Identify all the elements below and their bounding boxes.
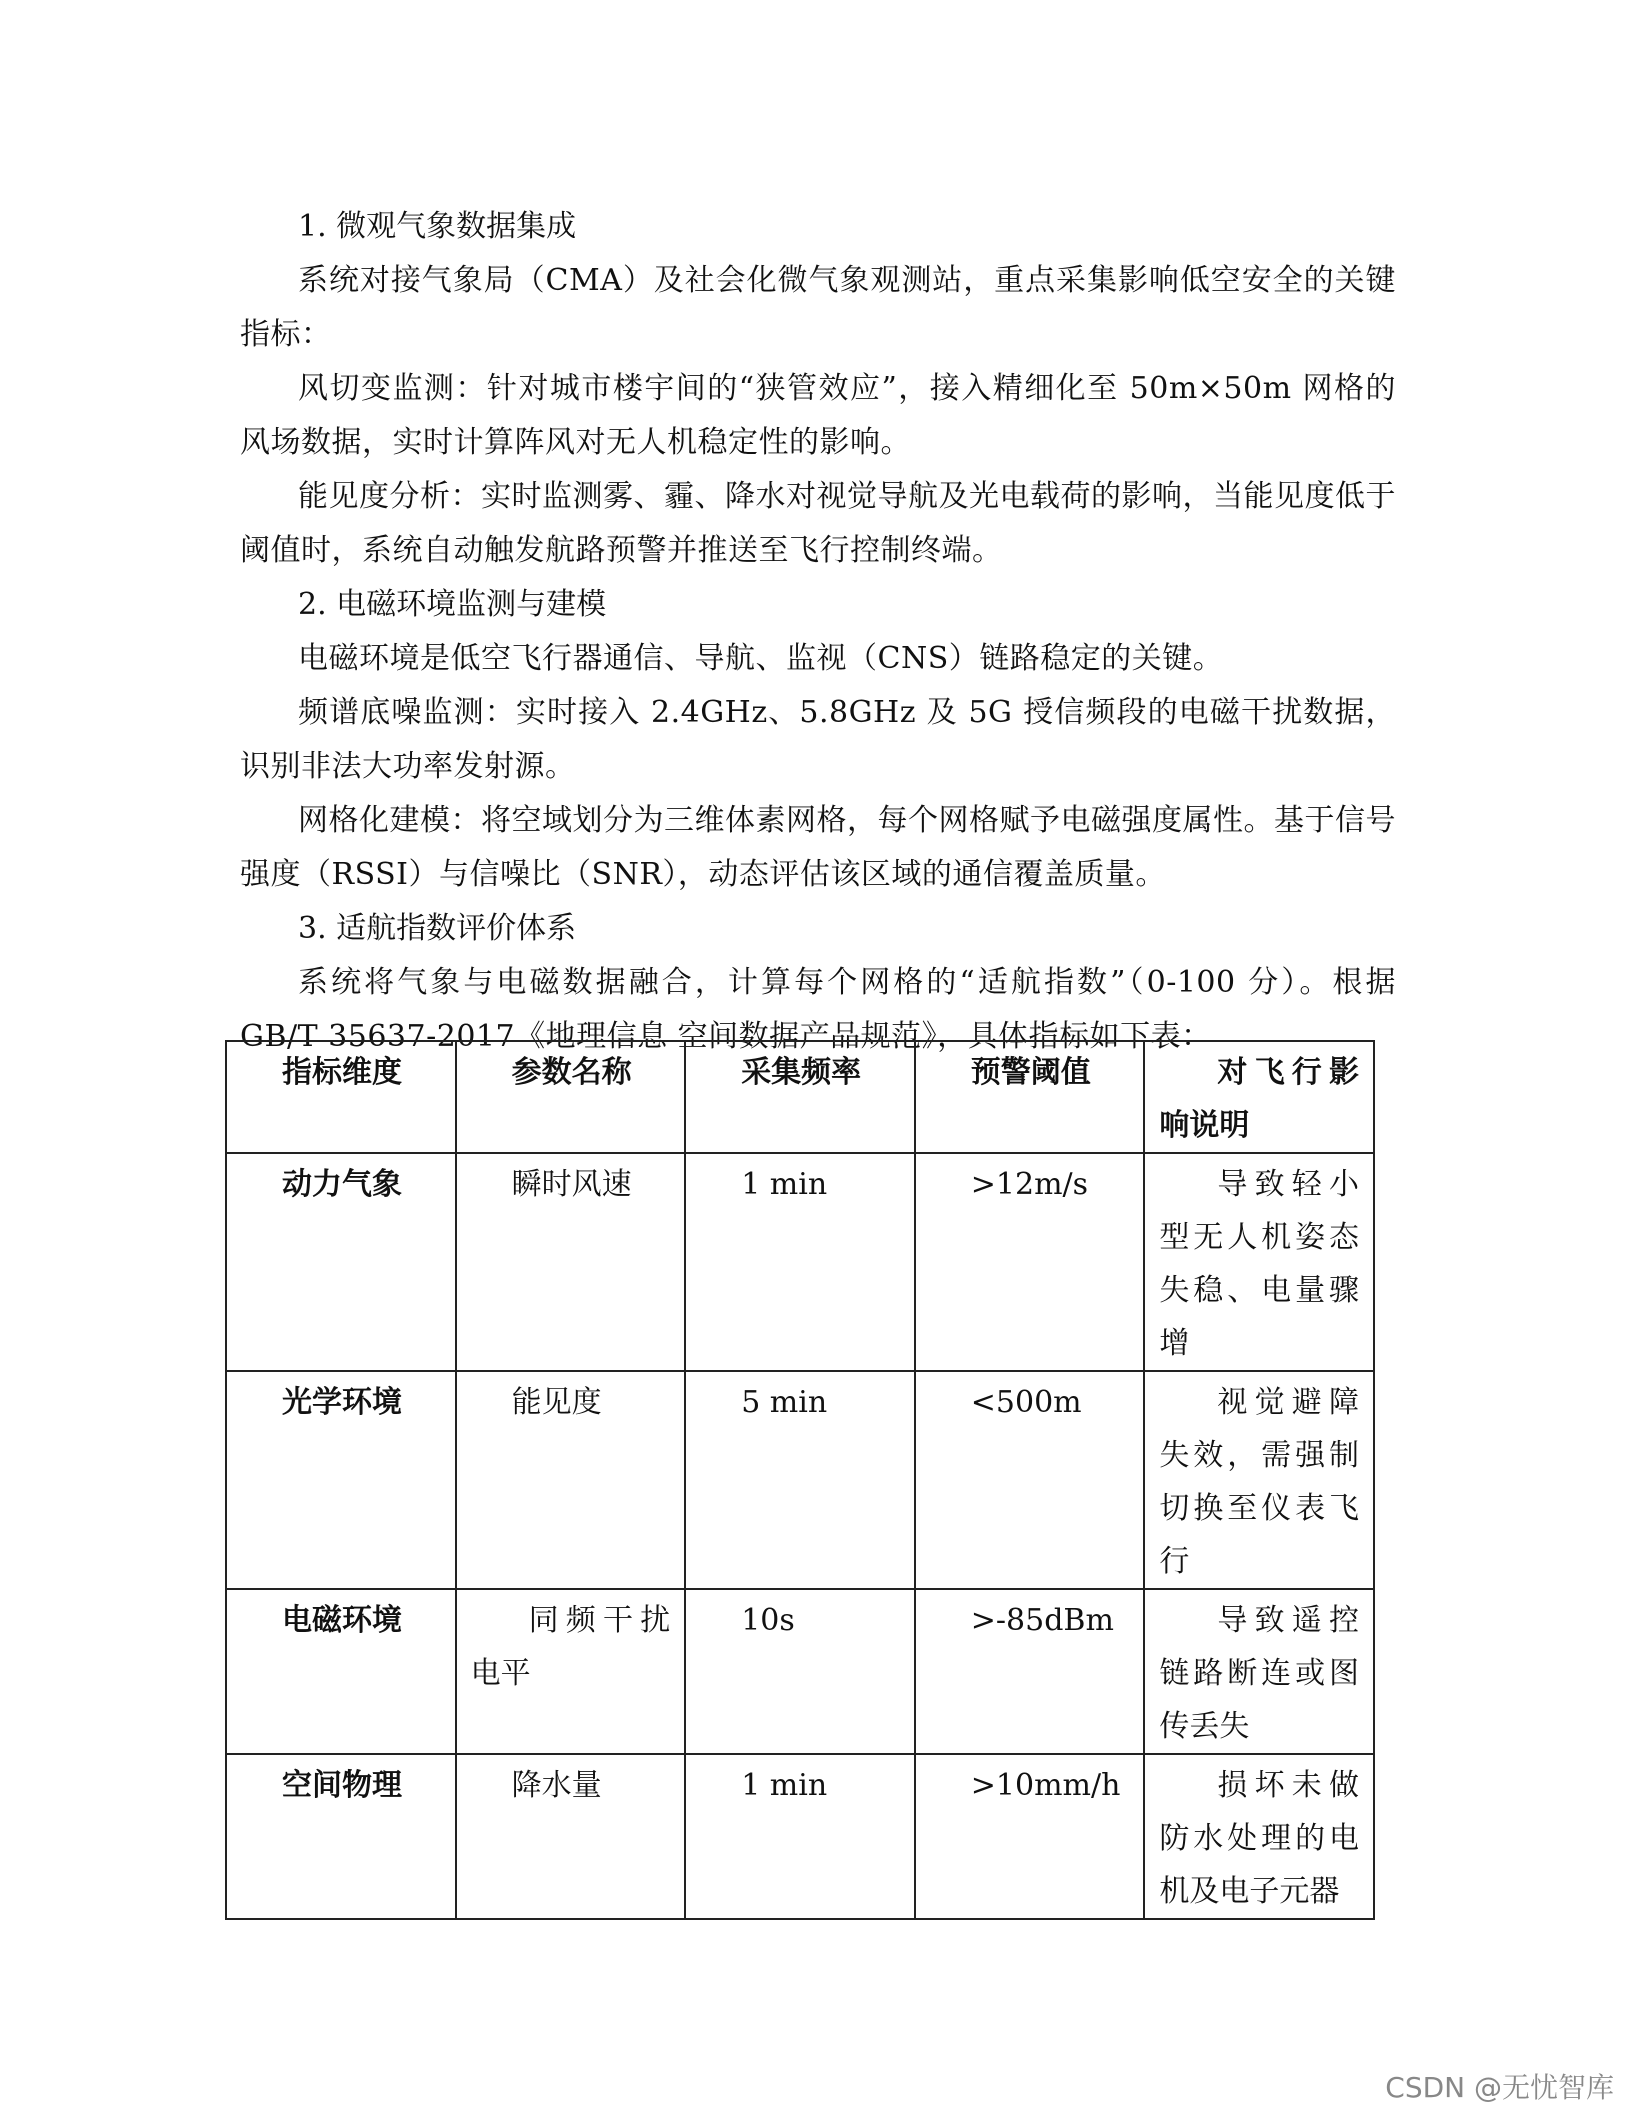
cell-dimension: 空间物理 — [226, 1754, 456, 1919]
section-heading-3: 3. 适航指数评价体系 — [298, 911, 577, 946]
table-row — [226, 1371, 1374, 1589]
table-row — [226, 1153, 1374, 1371]
cell-impact: 损坏未做防水处理的电机及电子元器 — [1144, 1754, 1374, 1919]
paragraph-2: 风切变监测：针对城市楼宇间的“狭管效应”，接入精细化至 50m×50m 网格的风场数据，实时计算阵风对无人机稳定性的影响。 — [240, 371, 1396, 460]
cell-dimension: 电磁环境 — [226, 1589, 456, 1754]
header-parameter: 参数名称 — [456, 1041, 686, 1153]
cell-frequency: 1 min — [685, 1153, 915, 1371]
cell-frequency: 1 min — [685, 1754, 915, 1919]
cell-impact: 导致遥控链路断连或图传丢失 — [1144, 1589, 1374, 1754]
document-body — [240, 200, 1396, 1064]
cell-frequency: 5 min — [685, 1371, 915, 1589]
cell-impact: 视觉避障失效，需强制切换至仪表飞行 — [1144, 1371, 1374, 1589]
header-impact: 对飞行影响说明 — [1144, 1041, 1374, 1153]
paragraph-1: 系统对接气象局（CMA）及社会化微气象观测站，重点采集影响低空安全的关键指标： — [240, 263, 1396, 352]
header-frequency: 采集频率 — [685, 1041, 915, 1153]
paragraph-5: 频谱底噪监测：实时接入 2.4GHz、5.8GHz 及 5G 授信频段的电磁干扰数据，识别非法大功率发射源。 — [240, 695, 1396, 784]
cell-threshold: <500m — [915, 1371, 1145, 1589]
cell-parameter: 瞬时风速 — [456, 1153, 686, 1371]
table-row — [226, 1754, 1374, 1919]
section-heading-1: 1. 微观气象数据集成 — [298, 209, 577, 244]
table-row — [226, 1589, 1374, 1754]
cell-threshold: >10mm/h — [915, 1754, 1145, 1919]
paragraph-6: 网格化建模：将空域划分为三维体素网格，每个网格赋予电磁强度属性。基于信号强度（RSSI）与信噪比（SNR），动态评估该区域的通信覆盖质量。 — [240, 803, 1396, 892]
cell-dimension: 光学环境 — [226, 1371, 456, 1589]
header-dimension: 指标维度 — [226, 1041, 456, 1153]
cell-frequency: 10s — [685, 1589, 915, 1754]
header-threshold: 预警阈值 — [915, 1041, 1145, 1153]
paragraph-4: 电磁环境是低空飞行器通信、导航、监视（CNS）链路稳定的关键。 — [298, 641, 1224, 676]
cell-threshold: >-85dBm — [915, 1589, 1145, 1754]
cell-parameter: 能见度 — [456, 1371, 686, 1589]
paragraph-3: 能见度分析：实时监测雾、霾、降水对视觉导航及光电载荷的影响，当能见度低于阈值时，系统自动触发航路预警并推送至飞行控制终端。 — [240, 479, 1396, 568]
cell-impact: 导致轻小型无人机姿态失稳、电量骤增 — [1144, 1153, 1374, 1371]
paragraph-7: 系统将气象与电磁数据融合，计算每个网格的“适航指数”（0-100 分）。根据 GB/T 35637-2017《地理信息 空间数据产品规范》，具体指标如下表： — [240, 965, 1396, 1054]
cell-parameter: 降水量 — [456, 1754, 686, 1919]
table-header-row — [226, 1041, 1374, 1153]
indicator-table — [225, 1040, 1375, 1920]
cell-threshold: >12m/s — [915, 1153, 1145, 1371]
watermark: CSDN @无忧智库 — [1385, 2071, 1614, 2104]
section-heading-2: 2. 电磁环境监测与建模 — [298, 587, 607, 622]
cell-dimension: 动力气象 — [226, 1153, 456, 1371]
cell-parameter: 同频干扰电平 — [456, 1589, 686, 1754]
